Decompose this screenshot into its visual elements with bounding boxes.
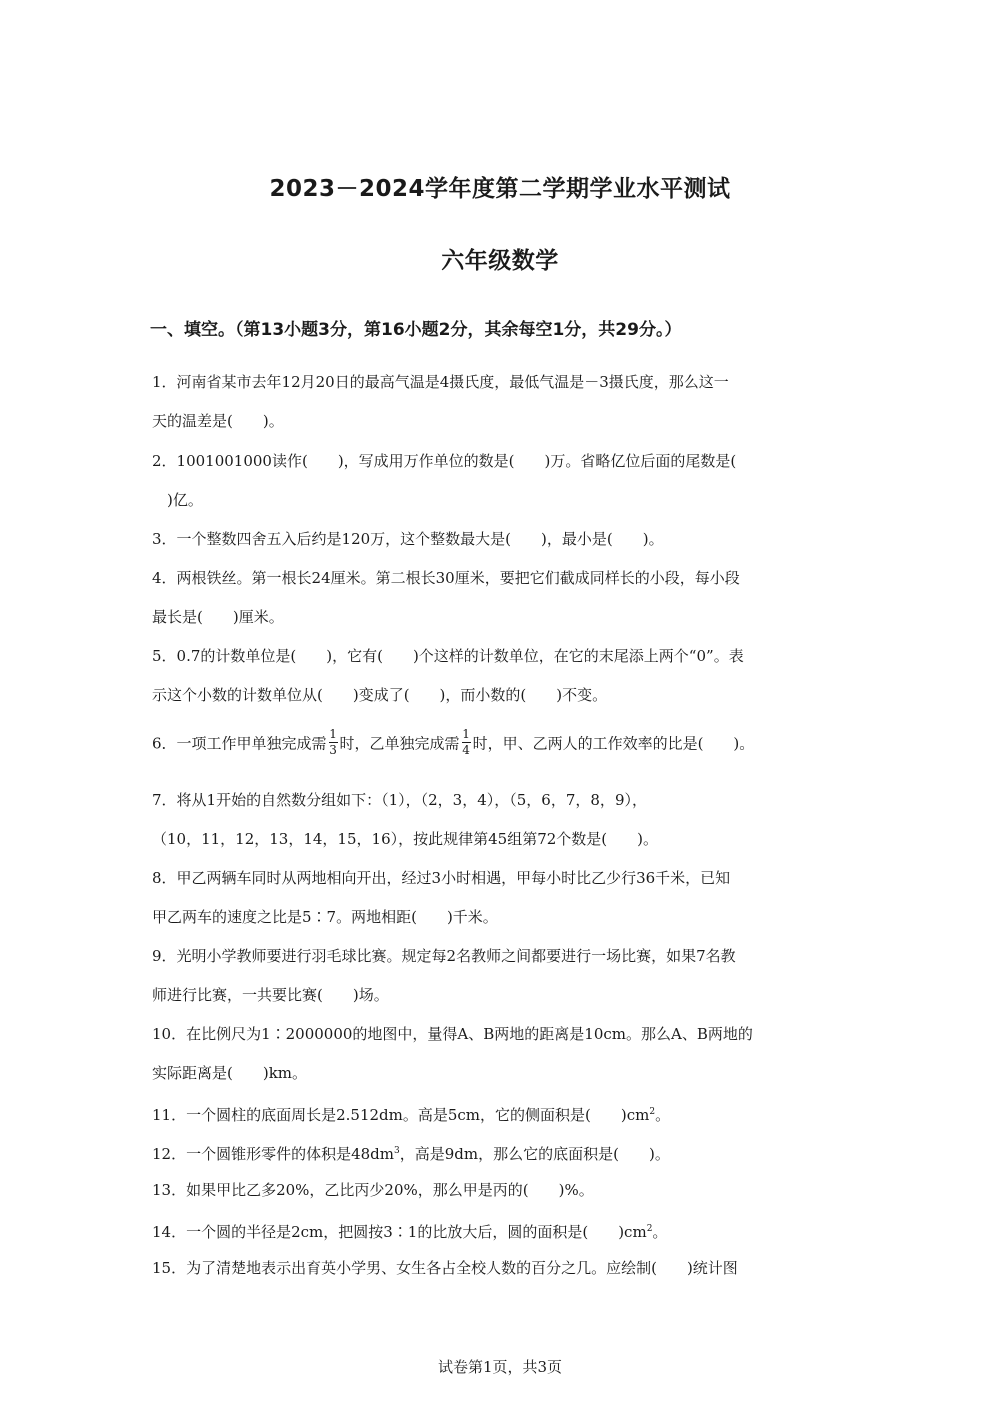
exam-title: 2023－2024学年度第二学期学业水平测试 [269, 176, 731, 202]
section-heading: 一、填空。（第13小题3分，第16小题2分，其余每空1分，共29分。） [150, 320, 682, 340]
question-7-line-2: （10，11，12，13，14，15，16），按此规律第45组第72个数是( )。 [152, 830, 658, 848]
question-12 [152, 1141, 852, 1164]
question-1-line-1: 1．河南省某市去年12月20日的最高气温是4摄氏度，最低气温是－3摄氏度，那么这一 [152, 373, 729, 391]
question-5-line-2: 示这个小数的计数单位从( )变成了( )，而小数的( )不变。 [152, 686, 608, 704]
question-15: 15．为了清楚地表示出育英小学男、女生各占全校人数的百分之几。应绘制( )统计图 [152, 1259, 738, 1277]
question-1-line-2: 天的温差是( )。 [152, 412, 284, 430]
question-2-line-1: 2．1001001000读作( )，写成用万作单位的数是( )万。省略亿位后面的尾数是( [152, 452, 737, 470]
superscript: 2 [649, 1107, 656, 1117]
fraction-numerator: 1 [329, 727, 337, 741]
question-6-part-2: 时，乙单独完成需 [339, 734, 460, 753]
page-footer: 试卷第1页，共3页 [437, 1358, 563, 1376]
question-9-line-2: 师进行比赛，一共要比赛( )场。 [152, 986, 389, 1004]
question-2-line-2: )亿。 [152, 491, 203, 509]
question-14 [152, 1219, 852, 1242]
fraction-one-third [329, 728, 338, 757]
question-14-end: 。 [652, 1223, 668, 1241]
question-4-line-1: 4．两根铁丝。第一根长24厘米。第二根长30厘米，要把它们截成同样长的小段，每小段 [152, 569, 740, 587]
exam-subtitle: 六年级数学 [441, 248, 559, 274]
superscript: 2 [646, 1224, 653, 1234]
fraction-one-quarter [462, 728, 471, 757]
question-14-text: 14．一个圆的半径是2cm，把圆按3∶1的比放大后，圆的面积是( )cm [152, 1223, 647, 1241]
question-6-part-3: 时，甲、乙两人的工作效率的比是( )。 [472, 734, 755, 753]
question-7-line-1: 7．将从1开始的自然数分组如下：（1），（2，3，4），（5，6，7，8，9）， [152, 791, 647, 809]
superscript: 3 [394, 1146, 400, 1156]
question-8-line-2: 甲乙两车的速度之比是5∶7。两地相距( )千米。 [152, 908, 498, 926]
question-10-line-2: 实际距离是( )km。 [152, 1064, 308, 1082]
question-13: 13．如果甲比乙多20%，乙比丙少20%，那么甲是丙的( )%。 [152, 1181, 594, 1199]
question-11 [152, 1102, 852, 1125]
question-10-line-1: 10．在比例尺为1∶2000000的地图中，量得A、B两地的距离是10cm。那么A、B两地的 [152, 1025, 753, 1043]
question-11-text: 11．一个圆柱的底面周长是2.512dm。高是5cm，它的侧面积是( )cm [152, 1106, 650, 1124]
question-4-line-2: 最长是( )厘米。 [152, 608, 284, 626]
question-6 [152, 727, 852, 759]
question-12-end: ，高是9dm，那么它的底面积是( )。 [399, 1145, 670, 1163]
question-5-line-1: 5．0.7的计数单位是( )，它有( )个这样的计数单位，在它的末尾添上两个“0”。表 [152, 647, 744, 665]
fraction-denominator: 3 [329, 743, 337, 757]
question-12-text: 12．一个圆锥形零件的体积是48dm [152, 1145, 395, 1163]
question-3: 3．一个整数四舍五入后约是120万，这个整数最大是( )，最小是( )。 [152, 530, 664, 548]
fraction-numerator: 1 [462, 727, 470, 741]
question-6-part-1: 6．一项工作甲单独完成需 [152, 734, 327, 753]
question-8-line-1: 8．甲乙两辆车同时从两地相向开出，经过3小时相遇，甲每小时比乙少行36千米，已知 [152, 869, 731, 887]
fraction-denominator: 4 [462, 743, 470, 757]
question-9-line-1: 9．光明小学教师要进行羽毛球比赛。规定每2名教师之间都要进行一场比赛，如果7名教 [152, 947, 736, 965]
question-11-end: 。 [655, 1106, 671, 1124]
